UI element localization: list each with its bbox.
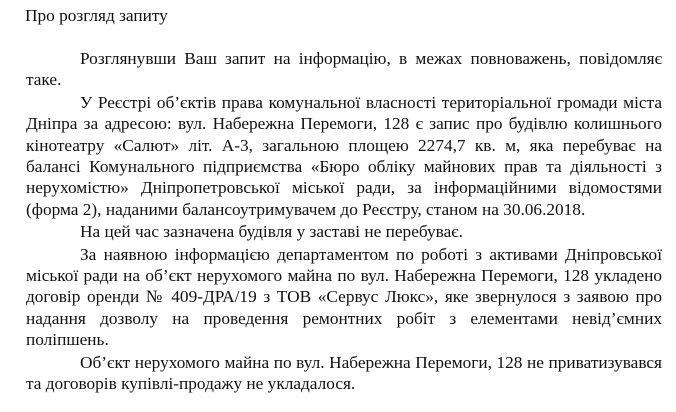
paragraph-collateral-status: На цей час зазначена будівля у заставі не перебуває. xyxy=(80,222,463,242)
letter-body xyxy=(26,48,662,395)
paragraph-request-review: Розглянувши Ваш запит на інформацію, в межах повноважень, повідомляє таке. xyxy=(26,49,662,90)
paragraph-registry-record: У Реєстрі об’єктів права комунальної власності територіальної громади міста Дніпра за адресою: вул. Набережна Перемоги, 128 є запис про будівлю колишнього кінотеатру «Салют» літ. А-3, загальною площею 2274,7 кв. м, яка перебуває на балансі Комунального підприємства «Бюро обліку майнових прав та діяльності з нерухомістю» Дніпропетровської міської ради, за інформаційними відомостями (форма 2), наданими балансоутримувачем до Реєстру, станом на 30.06.2018. xyxy=(26,92,662,219)
letter-subject: Про розгляд запиту xyxy=(25,6,168,25)
paragraph-lease-agreement: За наявною інформацією департаментом по роботі з активами Дніпровської міської ради на об’єкт нерухомого майна по вул. Набережна Перемоги, 128 укладено договір оренди № 409-ДРА/19 з ТОВ «Сервус Люкс», яке звернулося з заявою про надання дозволу на проведення ремонтних робіт з елементами невід’ємних поліпшень. xyxy=(26,244,662,350)
paragraph-privatization-status: Об’єкт нерухомого майна по вул. Набережна Перемоги, 128 не приватизувався та договорів купівлі-продажу не укладалося. xyxy=(26,352,662,394)
